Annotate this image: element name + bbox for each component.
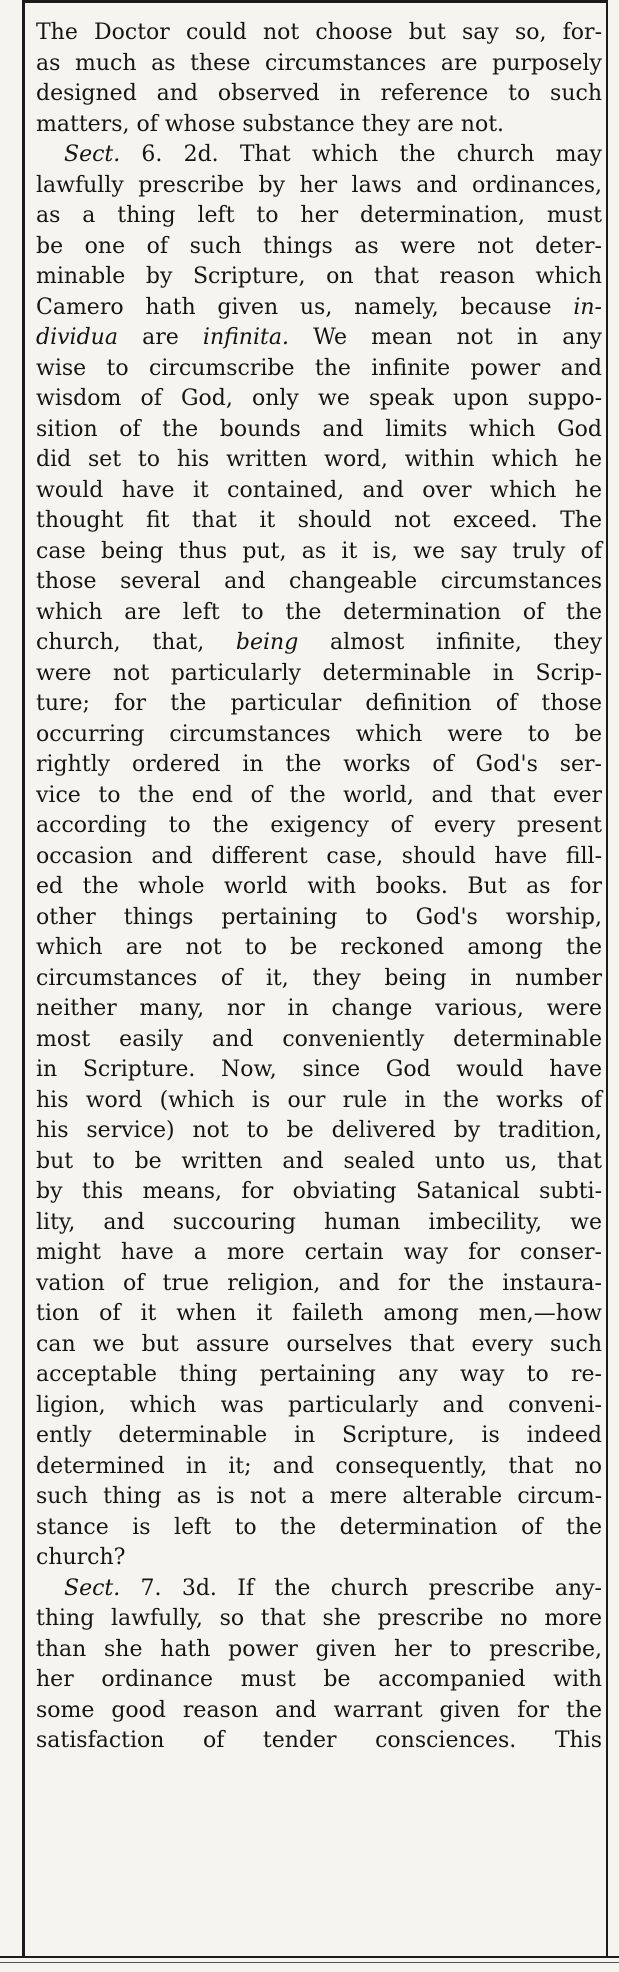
- text-line: ently determinable in Scripture, is indeed: [36, 1423, 602, 1448]
- text-line: by this means, for obviating Satanical subti-: [36, 1179, 602, 1204]
- text-line: case being thus put, as it is, we say truly of: [36, 538, 602, 564]
- text-line: neither many, nor in change various, were: [36, 996, 602, 1021]
- text-line: thing lawfully, so that she prescribe no more: [36, 1606, 602, 1631]
- left-border-rule: [22, 0, 25, 1958]
- text-line: designed and observed in reference to such: [36, 81, 602, 106]
- text-line: other things pertaining to God's worship,: [36, 904, 602, 930]
- text-line: as much as these circumstances are purposely: [36, 50, 602, 76]
- text-line: his service) not to be delivered by tradition,: [36, 1118, 602, 1143]
- text-line: wisdom of God, only we speak upon suppo-: [36, 386, 602, 411]
- section-6-start: Sect. 6. 2d. That which the church may: [64, 142, 602, 167]
- text-column: [36, 18, 602, 1757]
- text-line: church, that, being almost infinite, they: [36, 630, 603, 655]
- text-line: occasion and different case, should have fill-: [36, 843, 602, 869]
- text-line: ligion, which was particularly and conveni-: [36, 1392, 602, 1418]
- text-line: those several and changeable circumstances: [36, 569, 602, 594]
- text-line: ed the whole world with books. But as for: [36, 874, 602, 899]
- text-line: dividua are infinita. We mean not in any: [36, 325, 602, 350]
- text-line: circumstances of it, they being in number: [36, 965, 602, 991]
- text-line: determined in it; and consequently, that no: [36, 1453, 602, 1479]
- text-line: in Scripture. Now, since God would have: [36, 1057, 602, 1082]
- text-line: which are left to the determination of the: [36, 599, 602, 625]
- text-line: thought fit that it should not exceed. The: [36, 508, 602, 533]
- text-line: lawfully prescribe by her laws and ordinances,: [36, 172, 602, 198]
- bottom-border-rule: [0, 1956, 619, 1958]
- text-line: might have a more certain way for conser-: [36, 1240, 602, 1265]
- text-line: minable by Scripture, on that reason which: [36, 264, 602, 289]
- text-line: than she hath power given her to prescribe,: [36, 1636, 602, 1662]
- text-line: Camero hath given us, namely, because in-: [36, 294, 602, 320]
- text-line: were not particularly determinable in Scrip-: [36, 660, 602, 686]
- text-line: according to the exigency of every present: [36, 813, 602, 838]
- text-line: satisfaction of tender consciences. This: [36, 1728, 602, 1753]
- text-line: her ordinance must be accompanied with: [36, 1667, 602, 1692]
- text-line: would have it contained, and over which he: [36, 477, 602, 503]
- bottom-border-rule-secondary: [0, 1962, 619, 1963]
- text-line: stance is left to the determination of the: [36, 1514, 602, 1540]
- text-line: vice to the end of the world, and that ever: [36, 782, 602, 808]
- text-line: matters, of whose substance they are not.: [36, 111, 505, 137]
- text-line: did set to his written word, within which he: [36, 447, 602, 472]
- text-line: vation of true religion, and for the instaura-: [36, 1270, 602, 1296]
- text-line: lity, and succouring human imbecility, we: [36, 1209, 602, 1235]
- top-border-rule: [22, 0, 608, 3]
- text-line: but to be written and sealed unto us, that: [36, 1148, 602, 1174]
- text-line: sition of the bounds and limits which God: [36, 416, 602, 442]
- text-line: most easily and conveniently determinable: [36, 1026, 602, 1052]
- section-7-start: Sect. 7. 3d. If the church prescribe any-: [64, 1575, 602, 1601]
- text-line: The Doctor could not choose but say so, for-: [36, 20, 602, 45]
- text-line: wise to circumscribe the infinite power and: [36, 355, 602, 381]
- text-line: rightly ordered in the works of God's ser-: [36, 752, 602, 777]
- text-line: be one of such things as were not deter-: [36, 233, 602, 259]
- text-line: ture; for the particular definition of those: [36, 691, 602, 716]
- text-line: his word (which is our rule in the works of: [36, 1087, 602, 1113]
- text-line: such thing as is not a mere alterable circum-: [36, 1484, 602, 1509]
- right-border-rule: [606, 0, 608, 1958]
- text-line: which are not to be reckoned among the: [36, 935, 602, 960]
- text-line: occurring circumstances which were to be: [36, 721, 602, 747]
- text-line: acceptable thing pertaining any way to re-: [36, 1362, 602, 1387]
- text-line: some good reason and warrant given for the: [36, 1697, 602, 1723]
- text-line: as a thing left to her determination, must: [36, 203, 602, 228]
- text-line: church?: [36, 1545, 126, 1570]
- text-line: can we but assure ourselves that every such: [36, 1331, 602, 1357]
- text-line: tion of it when it faileth among men,—how: [36, 1301, 602, 1326]
